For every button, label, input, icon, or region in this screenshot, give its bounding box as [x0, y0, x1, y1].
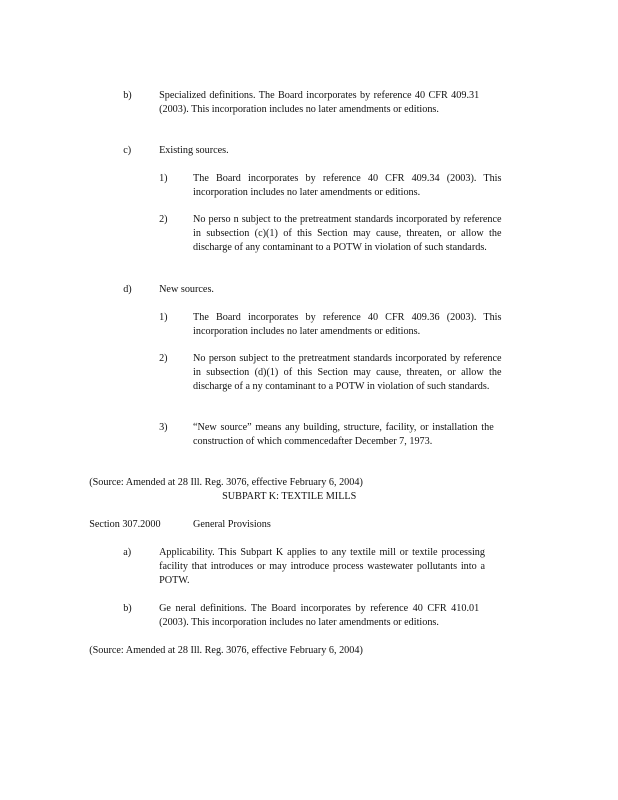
- source-note: (Source: Amended at 28 Ill. Reg. 3076, effective February 6, 2004): [89, 645, 363, 656]
- item-new-sources-3: “New source” means any building, structure, facility, or installation the construction of which commencedafter December 7, 1973.: [193, 422, 494, 447]
- paragraph-existing-sources-heading: Existing sources.: [159, 145, 229, 156]
- paragraph-applicability: Applicability. This Subpart K applies to any textile mill or textile processing facility that introduces or may introduce process wastewater pollutants into a POTW.: [159, 547, 485, 586]
- item-label-d1: 1): [159, 312, 168, 323]
- item-label-d2: 2): [159, 353, 168, 364]
- section-title: General Provisions: [193, 519, 271, 530]
- paragraph-label-b: b): [123, 90, 132, 101]
- paragraph-general-definitions: Ge neral definitions. The Board incorporates by reference 40 CFR 410.01 (2003). This incorporation includes no later amendments or editions.: [159, 603, 480, 628]
- item-label-c1: 1): [159, 173, 168, 184]
- paragraph-label-a: a): [123, 547, 132, 558]
- item-existing-sources-2: No perso n subject to the pretreatment standards incorporated by reference in subsection (c)(1) of this Section may cause, threaten, or allow the discharge of any contaminant to a POTW in violation of such standards.: [193, 214, 502, 253]
- paragraph-specialized-definitions: Specialized definitions. The Board incorporates by reference 40 CFR 409.31 (2003). This incorporation includes no later amendments or editions.: [159, 90, 480, 115]
- item-label-d3: 3): [159, 422, 168, 433]
- item-new-sources-2: No person subject to the pretreatment standards incorporated by reference in subsection (d)(1) of this Section may cause, threaten, or allow the discharge of a ny contaminant to a POTW in violation of such standards.: [193, 353, 502, 392]
- section-number: Section 307.2000: [89, 519, 161, 530]
- paragraph-new-sources-heading: New sources.: [159, 284, 214, 295]
- item-existing-sources-1: The Board incorporates by reference 40 CFR 409.34 (2003). This incorporation includes no later amendments or editions.: [193, 173, 502, 198]
- paragraph-label-d: d): [123, 284, 132, 295]
- item-new-sources-1: The Board incorporates by reference 40 CFR 409.36 (2003). This incorporation includes no later amendments or editions.: [193, 312, 502, 337]
- paragraph-label-c: c): [123, 145, 132, 156]
- item-label-c2: 2): [159, 214, 168, 225]
- source-note: (Source: Amended at 28 Ill. Reg. 3076, effective February 6, 2004): [89, 477, 363, 488]
- paragraph-label-b-general: b): [123, 603, 132, 614]
- subpart-heading: SUBPART K: TEXTILE MILLS: [222, 491, 357, 502]
